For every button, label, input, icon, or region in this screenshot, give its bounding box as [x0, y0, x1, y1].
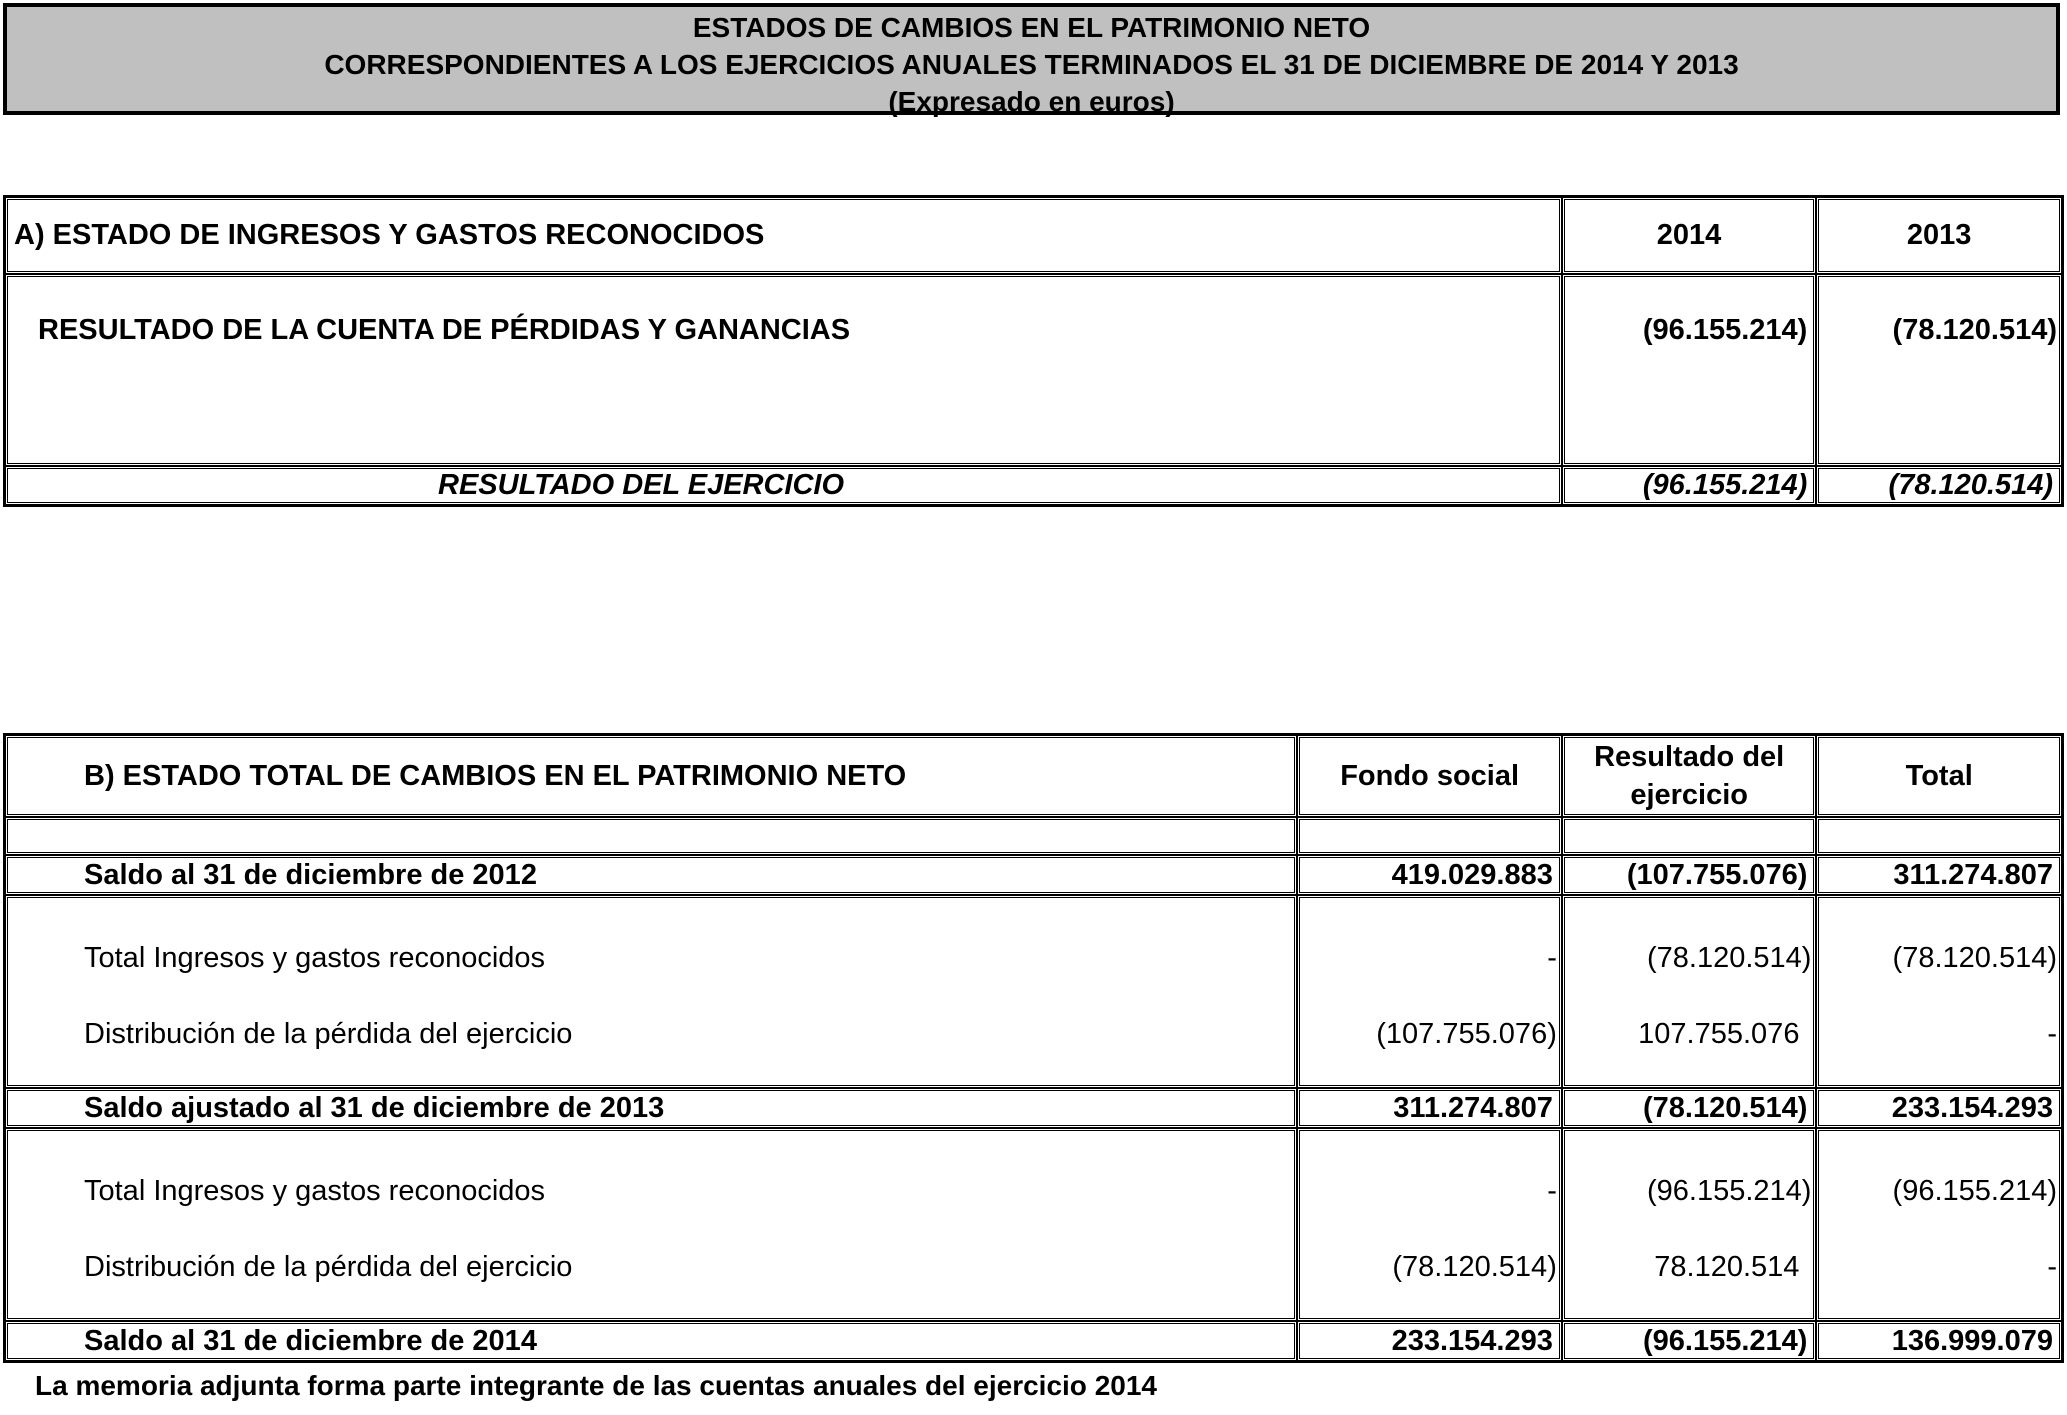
header-title: ESTADOS DE CAMBIOS EN EL PATRIMONIO NETO — [692, 12, 1371, 43]
label-distribucion: Distribución de la pérdida del ejercicio — [84, 1018, 573, 1050]
resultado-distribucion: 107.755.076 — [1638, 1018, 1800, 1050]
row-labels — [5, 895, 1297, 1088]
table-a-title: A) ESTADO DE INGRESOS Y GASTOS RECONOCIDOS — [5, 197, 1562, 274]
resultado-value: (107.755.076) — [1562, 855, 1817, 895]
column-header-resultado-line1: Resultado del — [1594, 741, 1785, 773]
table-b-title: B) ESTADO TOTAL DE CAMBIOS EN EL PATRIMONIO NETO — [5, 735, 1297, 817]
row-label-resultado-ejercicio: RESULTADO DEL EJERCICIO — [5, 466, 1562, 505]
fondo-ingresos: - — [1547, 1175, 1557, 1207]
fondo-value: 311.274.807 — [1297, 1088, 1561, 1128]
column-header-total: Total — [1816, 735, 2062, 817]
total-distribucion: - — [2047, 1018, 2057, 1050]
resultado-ingresos: (96.155.214) — [1646, 1175, 1812, 1207]
total-value: 311.274.807 — [1816, 855, 2062, 895]
value-2013: (78.120.514) — [1816, 274, 2062, 466]
header-currency-note: (Expresado en euros) — [888, 86, 1175, 117]
row-label-resultado-cuenta: RESULTADO DE LA CUENTA DE PÉRDIDAS Y GANANCIAS — [5, 274, 1562, 466]
total-ingresos: (78.120.514) — [1892, 942, 2057, 974]
income-expense-table — [3, 195, 2064, 507]
column-header-fondo-social: Fondo social — [1297, 735, 1561, 817]
total-2013: (78.120.514) — [1816, 466, 2062, 505]
table-row-total — [5, 466, 2062, 505]
row-labels — [5, 1128, 1297, 1321]
fondo-distribucion: (107.755.076) — [1376, 1018, 1557, 1050]
row-label: Saldo ajustado al 31 de diciembre de 2013 — [5, 1088, 1297, 1128]
table-row-saldo-2013 — [5, 1088, 2062, 1128]
column-header-2014: 2014 — [1562, 197, 1817, 274]
total-values — [1816, 895, 2062, 1088]
value-2014: (96.155.214) — [1562, 274, 1817, 466]
resultado-values — [1562, 895, 1817, 1088]
total-2014: (96.155.214) — [1562, 466, 1817, 505]
table-row-saldo-2014 — [5, 1321, 2062, 1361]
total-value: 233.154.293 — [1816, 1088, 2062, 1128]
fondo-distribucion: (78.120.514) — [1392, 1251, 1557, 1283]
resultado-ingresos: (78.120.514) — [1646, 942, 1812, 974]
total-distribucion: - — [2047, 1251, 2057, 1283]
table-b-header-row — [5, 735, 2062, 817]
resultado-value: (78.120.514) — [1562, 1088, 1817, 1128]
label-distribucion: Distribución de la pérdida del ejercicio — [84, 1251, 573, 1283]
resultado-value: (96.155.214) — [1562, 1321, 1817, 1361]
fondo-value: 419.029.883 — [1297, 855, 1561, 895]
table-row-saldo-2012 — [5, 855, 2062, 895]
spacer-row — [5, 817, 2062, 855]
fondo-value: 233.154.293 — [1297, 1321, 1561, 1361]
column-header-2013: 2013 — [1816, 197, 2062, 274]
fondo-values — [1297, 1128, 1561, 1321]
total-values — [1816, 1128, 2062, 1321]
table-a-header-row — [5, 197, 2062, 274]
column-header-resultado-line2: ejercicio — [1630, 779, 1748, 811]
row-label: Saldo al 31 de diciembre de 2012 — [5, 855, 1297, 895]
table-row-movimientos-2013 — [5, 895, 2062, 1088]
document-header — [3, 3, 2060, 115]
total-value: 136.999.079 — [1816, 1321, 2062, 1361]
fondo-ingresos: - — [1547, 942, 1557, 974]
label-ingresos: Total Ingresos y gastos reconocidos — [84, 1175, 546, 1207]
resultado-values — [1562, 1128, 1817, 1321]
total-ingresos: (96.155.214) — [1892, 1175, 2057, 1207]
footnote: La memoria adjunta forma parte integrante de las cuentas anuales del ejercicio 2014 — [35, 1370, 1157, 1401]
label-ingresos: Total Ingresos y gastos reconocidos — [84, 942, 546, 974]
table-row — [5, 274, 2062, 466]
resultado-distribucion: 78.120.514 — [1654, 1251, 1800, 1283]
fondo-values — [1297, 895, 1561, 1088]
column-header-resultado — [1562, 735, 1817, 817]
table-row-movimientos-2014 — [5, 1128, 2062, 1321]
header-subtitle: CORRESPONDIENTES A LOS EJERCICIOS ANUALES TERMINADOS EL 31 DE DICIEMBRE DE 2014 Y 2013 — [324, 49, 1739, 80]
equity-changes-table — [3, 733, 2064, 1363]
row-label: Saldo al 31 de diciembre de 2014 — [5, 1321, 1297, 1361]
